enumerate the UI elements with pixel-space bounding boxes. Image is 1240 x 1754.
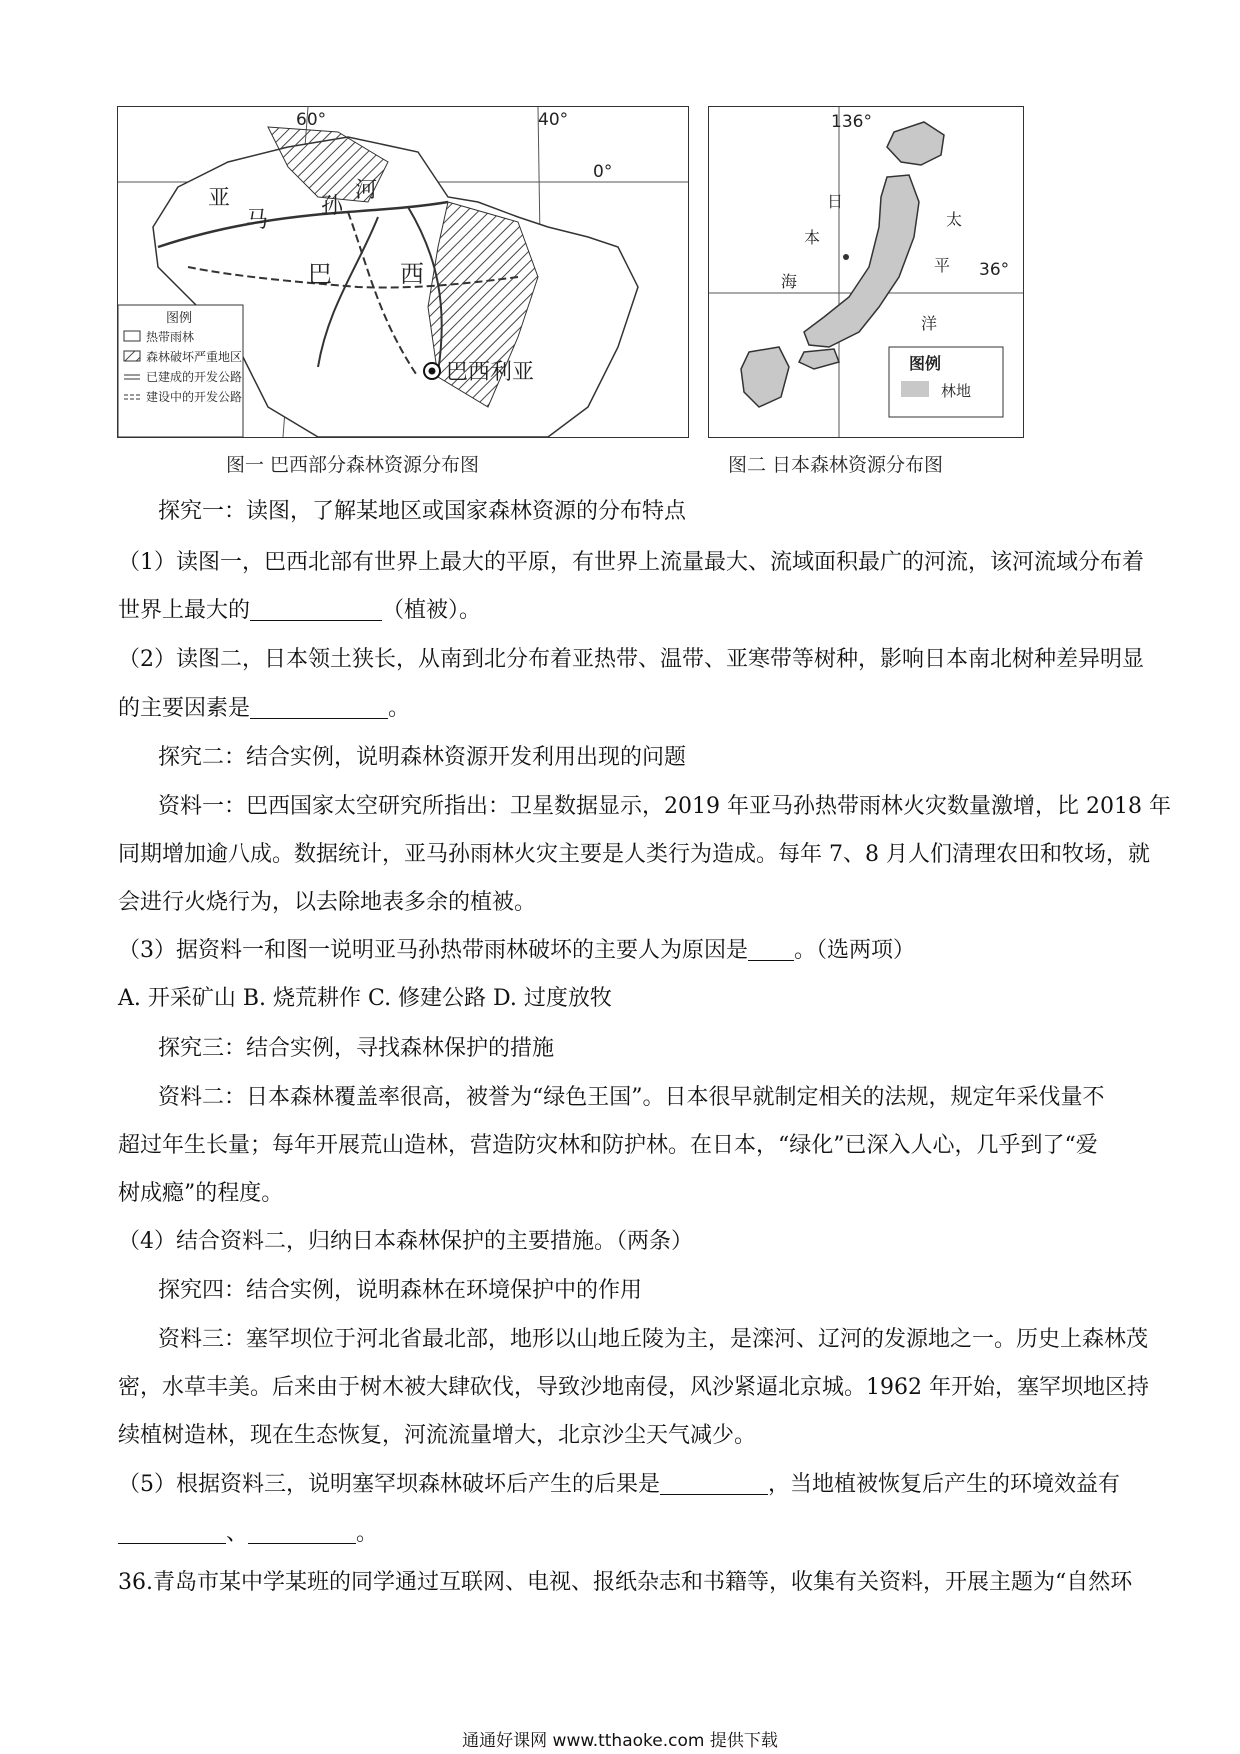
q3-options: A. 开采矿山 B. 烧荒耕作 C. 修建公路 D. 过度放牧 [118, 986, 612, 1011]
svg-text:日: 日 [827, 192, 844, 211]
kyushu [741, 347, 789, 407]
figure2-caption: 图二 日本森林资源分布图 [728, 454, 944, 476]
q2-answer-blank[interactable] [250, 696, 388, 719]
page-footer: 通通好课网 www.tthaoke.com 提供下载 [462, 1731, 778, 1751]
svg-text:本: 本 [804, 228, 821, 247]
material3-line1: 资料三：塞罕坝位于河北省最北部，地形以山地丘陵为主，是滦河、辽河的发源地之一。历史上森林茂 [158, 1327, 1149, 1352]
japan-map-drawing [709, 107, 1023, 437]
material2-line1: 资料二：日本森林覆盖率很高，被誉为“绿色王国”。日本很早就制定相关的法规，规定年采伐量不 [158, 1085, 1105, 1110]
svg-text:图例: 图例 [166, 311, 193, 326]
svg-text:巴: 巴 [308, 260, 332, 288]
q5-line2: 、 。 [118, 1519, 1128, 1549]
q1-answer-blank[interactable] [250, 598, 382, 621]
svg-text:60°: 60° [296, 110, 327, 130]
q1-line2: 世界上最大的 （植被）。 [118, 598, 482, 623]
q2-line1: （2）读图二，日本领土狭长，从南到北分布着亚热带、温带、亚寒带等树种，影响日本南北树种差异明显 [118, 647, 1145, 672]
material1-line1: 资料一：巴西国家太空研究所指出：卫星数据显示，2019 年亚马孙热带雨林火灾数量激增，比 2018 年 [158, 794, 1171, 819]
svg-text:图例: 图例 [909, 354, 942, 373]
q36-line: 36.青岛市某中学某班的同学通过互联网、电视、报纸杂志和书籍等，收集有关资料，开展主题为“自然环 [118, 1570, 1133, 1595]
q3-answer-blank[interactable] [748, 938, 794, 961]
explore4-heading: 探究四：结合实例，说明森林在环境保护中的作用 [158, 1278, 643, 1303]
explore2-heading: 探究二：结合实例，说明森林资源开发利用出现的问题 [158, 745, 687, 770]
q4-line: （4）结合资料二，归纳日本森林保护的主要措施。（两条） [118, 1229, 693, 1254]
svg-text:孙: 孙 [321, 194, 344, 219]
hokkaido [887, 122, 944, 165]
svg-text:亚: 亚 [208, 186, 231, 211]
q2-line2: 的主要因素是 。 [118, 696, 411, 721]
svg-text:马: 马 [246, 208, 269, 233]
svg-text:0°: 0° [593, 162, 613, 182]
q5-line1: （5）根据资料三，说明塞罕坝森林破坏后产生的后果是 ，当地植被恢复后产生的环境效益有 [118, 1472, 1121, 1497]
svg-text:西: 西 [400, 260, 424, 288]
svg-text:森林破坏严重地区: 森林破坏严重地区 [146, 350, 243, 364]
q3-line: （3）据资料一和图一说明亚马孙热带雨林破坏的主要人为原因是 。（选两项） [118, 938, 916, 963]
q1-line1: （1）读图一，巴西北部有世界上最大的平原，有世界上流量最大、流域面积最广的河流，该河流域分布着 [118, 550, 1145, 575]
material3-line3: 续植树造林，现在生态恢复，河流流量增大，北京沙尘天气减少。 [118, 1423, 757, 1448]
svg-text:已建成的开发公路: 已建成的开发公路 [146, 370, 243, 384]
svg-text:热带雨林: 热带雨林 [146, 330, 195, 344]
svg-text:136°: 136° [831, 112, 872, 132]
explore3-heading: 探究三：结合实例，寻找森林保护的措施 [158, 1036, 555, 1061]
shikoku [799, 349, 839, 369]
svg-text:巴西利亚: 巴西利亚 [446, 360, 535, 385]
svg-text:太: 太 [946, 210, 963, 229]
brazil-map-drawing [118, 107, 688, 437]
explore1-heading: 探究一：读图，了解某地区或国家森林资源的分布特点 [158, 499, 687, 524]
svg-text:海: 海 [781, 272, 798, 291]
material2-line2: 超过年生长量；每年开展荒山造林，营造防灾林和防护林。在日本，“绿化”已深入人心，几乎到了“爱 [118, 1133, 1098, 1158]
figure1-caption: 图一 巴西部分森林资源分布图 [226, 454, 480, 476]
svg-text:河: 河 [355, 178, 378, 203]
q5-benefit-blank-2[interactable] [248, 1521, 356, 1544]
q5-consequence-blank[interactable] [660, 1472, 768, 1495]
material1-line3: 会进行火烧行为，以去除地表多余的植被。 [118, 890, 537, 915]
q5-benefit-blank-1[interactable] [118, 1521, 226, 1544]
material2-line3: 树成瘾”的程度。 [118, 1181, 284, 1206]
material3-line2: 密，水草丰美。后来由于树木被大肆砍伐，导致沙地南侵，风沙紧逼北京城。1962 年开始，塞罕坝地区持 [118, 1375, 1149, 1400]
honshu [804, 175, 919, 347]
svg-text:林地: 林地 [941, 382, 972, 400]
japan-forest-map [708, 106, 1024, 438]
svg-text:36°: 36° [979, 260, 1010, 280]
svg-text:建设中的开发公路: 建设中的开发公路 [146, 390, 243, 404]
brazil-forest-map [117, 106, 689, 438]
svg-text:平: 平 [934, 256, 951, 275]
svg-text:洋: 洋 [921, 314, 938, 333]
material1-line2: 同期增加逾八成。数据统计，亚马孙雨林火灾主要是人类行为造成。每年 7、8 月人们清理农田和牧场，就 [118, 842, 1150, 867]
svg-text:40°: 40° [538, 110, 569, 130]
